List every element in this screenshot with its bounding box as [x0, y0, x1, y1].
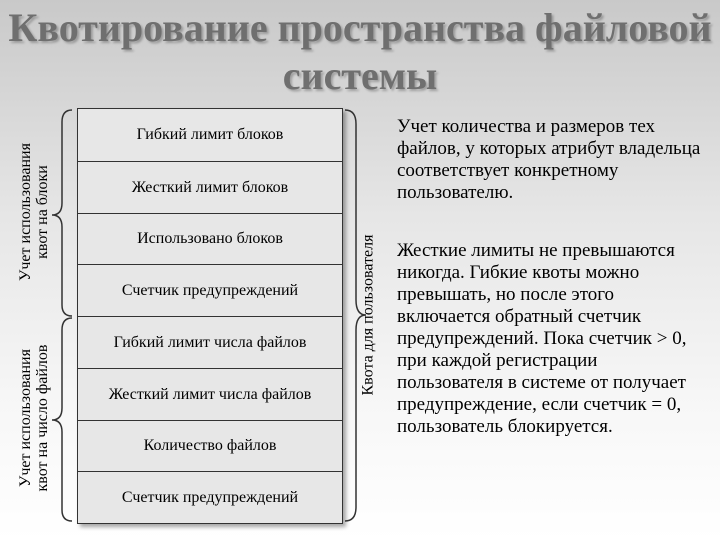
table-row: Жесткий лимит числа файлов — [78, 368, 342, 421]
file-quota-brace — [52, 318, 72, 521]
limits-note: Жесткие лимиты не превышаются никогда. Гибкие квоты можно превышать, но после этого включается обратный счетчик предупреждений. Пока счетчик > 0, при каждой регистрации пользователя в системе от получает предупреждение, если счетчик = 0, пользователь блокируется. — [397, 240, 687, 437]
title-line-2: системы — [282, 53, 438, 98]
user-quota-label: Квота для пользователя — [359, 234, 377, 396]
file-quota-label — [17, 345, 51, 492]
table-row: Гибкий лимит числа файлов — [78, 316, 342, 369]
table-row: Жесткий лимит блоков — [78, 161, 342, 214]
title-line-1: Квотирование пространства файловой — [8, 5, 712, 50]
file-quota-label-line-1: Учет использования — [17, 349, 34, 487]
file-quota-label-line-2: квот на число файлов — [34, 344, 51, 492]
table-row: Использовано блоков — [78, 213, 342, 266]
block-quota-label-line-2: квот на блоки — [34, 165, 51, 259]
block-quota-label-line-1: Учет использования — [17, 143, 34, 281]
table-row: Количество файлов — [78, 420, 342, 473]
table-row: Счетчик предупреждений — [78, 471, 342, 524]
ownership-note: Учет количества и размеров тех файлов, у которых атрибут владельца соответствует конкретному пользователю. — [397, 116, 701, 203]
block-quota-label — [17, 143, 51, 281]
table-row: Счетчик предупреждений — [78, 264, 342, 317]
table-row: Гибкий лимит блоков — [136, 125, 284, 143]
block-quota-brace — [52, 110, 72, 316]
